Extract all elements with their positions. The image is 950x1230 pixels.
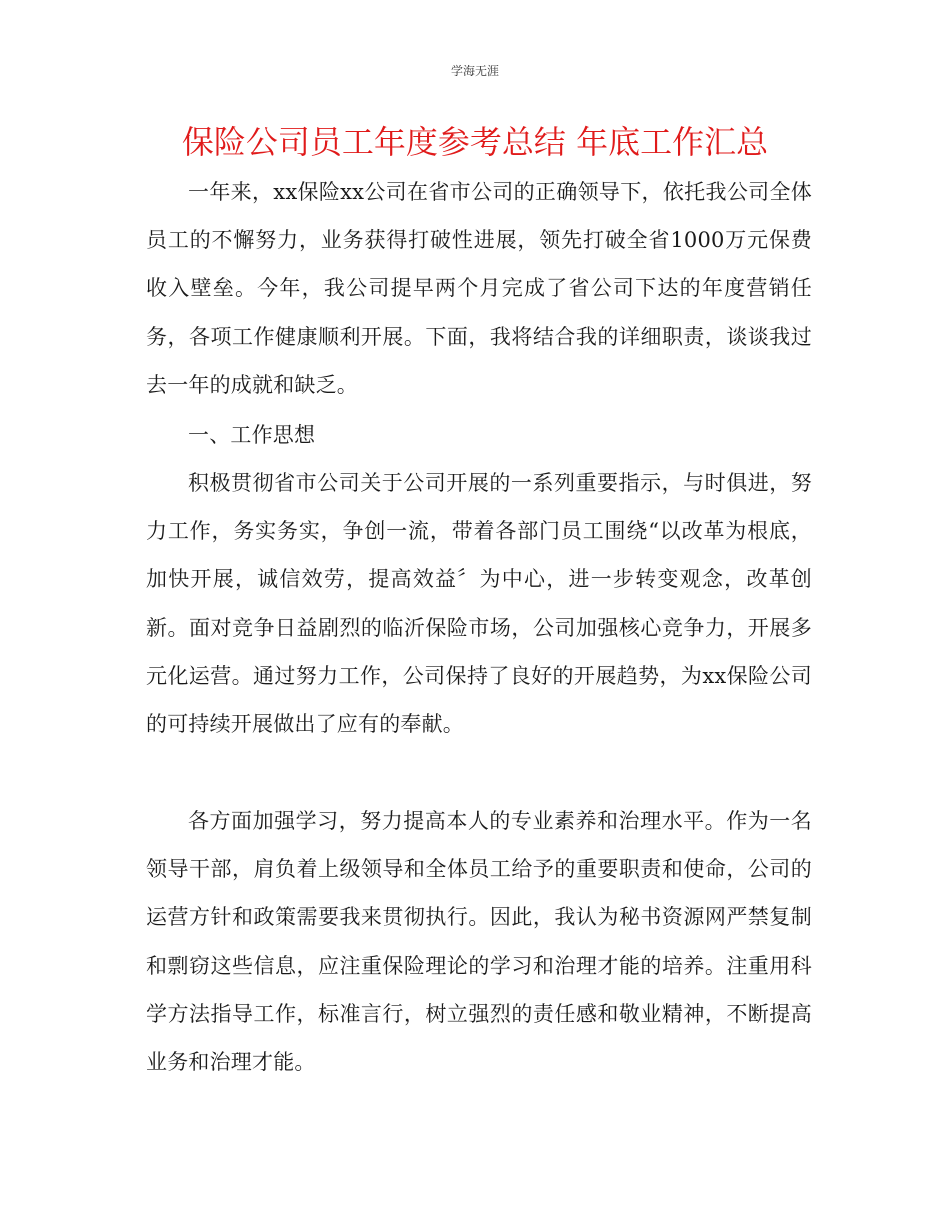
document-title: 保险公司员工年度参考总结 年底工作汇总	[181, 123, 769, 161]
paragraph-work-thought: 积极贯彻省市公司关于公司开展的一系列重要指示，与时俱进，努力工作，务实务实，争创一流，带着各部门员工围绕“以改革为根底，加快开展，诚信效劳，提高效益〞为中心，进一步转变观念，改革创新。面对竞争日益剧烈的临沂保险市场，公司加强核心竞争力，开展多元化运营。通过努力工作，公司保持了良好的开展趋势，为xx保险公司的可持续开展做出了应有的奉献。	[146, 471, 812, 737]
paragraph-study: 各方面加强学习，努力提高本人的专业素养和治理水平。作为一名领导干部，肩负着上级领导和全体员工给予的重要职责和使命，公司的运营方针和政策需要我来贯彻执行。因此，我认为秘书资源网严禁复制和剽窃这些信息，应注重保险理论的学习和治理才能的培养。注重用科学方法指导工作，标准言行，树立强烈的责任感和敬业精神，不断提高业务和治理才能。	[146, 809, 812, 1075]
section-heading-work-thought: 一、工作思想	[188, 423, 316, 447]
paragraph-intro: 一年来，xx保险xx公司在省市公司的正确领导下，依托我公司全体员工的不懈努力，业务获得打破性进展，领先打破全省1000万元保费收入壁垒。今年，我公司提早两个月完成了省公司下达的年度营销任务，各项工作健康顺利开展。下面，我将结合我的详细职责，谈谈我过去一年的成就和缺乏。	[146, 180, 812, 397]
page-header: 学海无涯	[450, 64, 499, 78]
